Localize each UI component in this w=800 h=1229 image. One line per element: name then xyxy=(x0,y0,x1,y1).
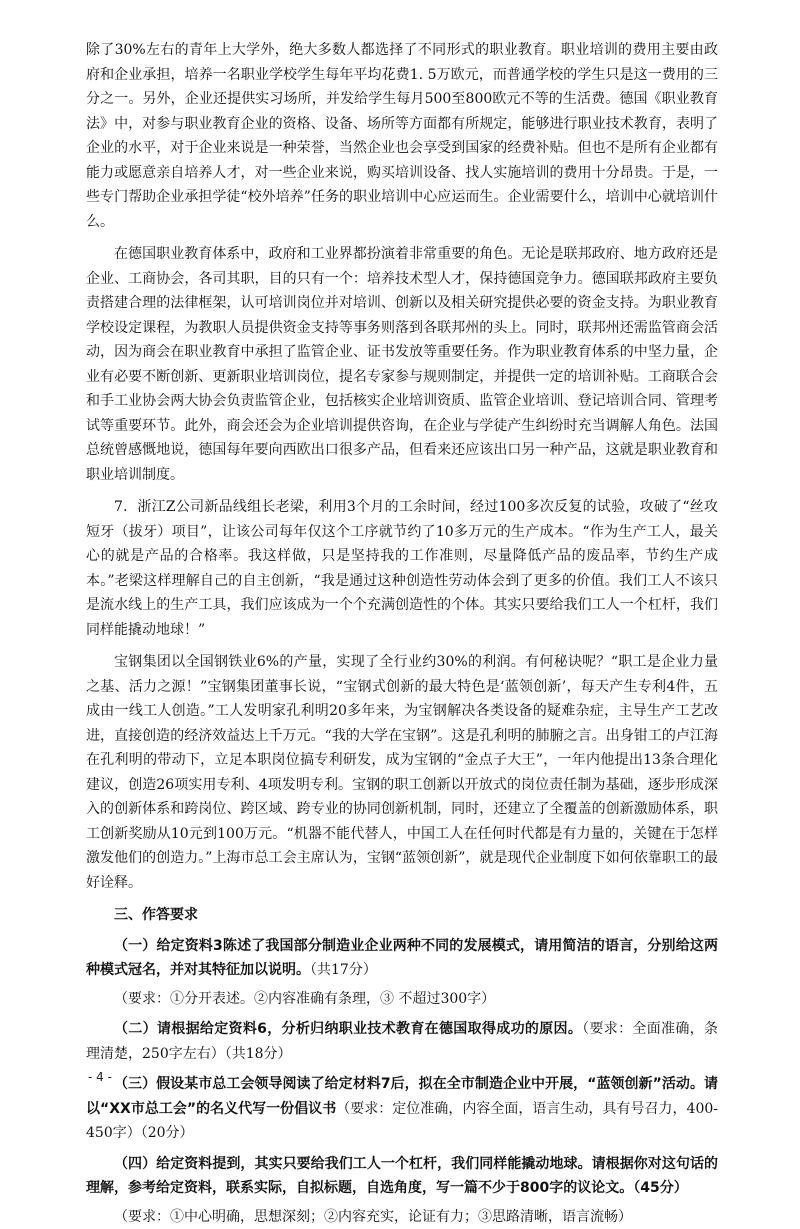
question-1-score: （共17分） xyxy=(310,962,377,978)
question-3 xyxy=(86,1072,718,1146)
paragraph-baosteel-innovation: 宝钢集团以全国钢铁业6%的产量，实现了全行业约30%的利润。有何秘诀呢？“职工是企业力量之基、活力之源！”宝钢集团董事长说，“宝钢式创新的最大特色是‘蓝领创新’，每天产生专利4件，五成由一线工人创造。”工人发明家孔利明20多年来，为宝钢解决各类设备的疑难杂症，主导生产工艺改进，直接创造的经济效益达上千万元。“我的大学在宝钢”。这是孔利明的肺腑之言。出身钳工的卢江海在孔利明的带动下，立足本职岗位搞专利研发，成为宝钢的“金点子大王”，一年内他提出13条合理化建议，创造26项实用专利、4项发明专利。宝钢的职工创新以开放式的岗位责任制为基础，逐步形成深入的创新体系和跨岗位、跨区域、跨专业的协同创新机制，同时，还建立了全覆盖的创新激励体系，职工创新奖励从10元到100万元。“机器不能代替人，中国工人在任何时代都是有力量的，关键在于怎样激发他们的创造力。”上海市总工会主席认为，宝钢“蓝领创新”，就是现代企业制度下如何依靠职工的最好诠释。 xyxy=(86,650,718,895)
question-4-requirements: （要求：①中心明确，思想深刻；②内容充实，论证有力；③思路清晰，语言流畅） xyxy=(86,1205,718,1229)
question-3-requirements: （要求：定位准确，内容全面，语言生动，具有号召力，400-450字）（20分） xyxy=(86,1101,718,1142)
question-1 xyxy=(86,934,718,983)
document-body xyxy=(86,38,718,1229)
section-heading: 三、作答要求 xyxy=(86,903,718,928)
page-number: - 4 - xyxy=(88,1070,112,1084)
paragraph-german-system-roles: 在德国职业教育体系中，政府和工业界都扮演着非常重要的角色。无论是联邦政府、地方政府还是企业、工商协会，各司其职，目的只有一个：培养技术型人才，保持德国竞争力。德国联邦政府主要负责搭建合理的法律框架，认可培训岗位并对培训、创新以及相关研究提供必要的资金支持。为职业教育学校设定课程，为教职人员提供资金支持等事务则落到各联邦州的头上。同时，联邦州还需监管商会活动，因为商会在职业教育中承担了监管企业、证书发放等重要任务。作为职业教育体系的中坚力量，企业有必要不断创新、更新职业培训岗位，提名专家参与规则制定，并提供一定的培训补贴。工商联合会和手工业协会两大协会负责监管企业，包括核实企业培训资质、监管企业培训、登记培训合同、管理考试等重要环节。此外，商会还会为企业培训提供咨询，在企业与学徒产生纠纷时充当调解人角色。法国总统曾感慨地说，德国每年要向西欧出口很多产品，但看来还应该出口另一种产品，这就是职业教育和职业培训制度。 xyxy=(86,242,718,487)
question-2-text: （二）请根据给定资料6，分析归纳职业技术教育在德国取得成功的原因。 xyxy=(114,1021,582,1037)
question-3-text: （三）假设某市总工会领导阅读了给定材料7后，拟在全市制造企业中开展，“蓝领创新”活动。请以“XX市总工会”的名义代写一份倡议书 xyxy=(86,1076,718,1117)
paragraph-material-7-laoliang: 7．浙江Z公司新品线组长老梁，利用3个月的工余时间，经过100多次反复的试验，攻破了“丝攻短牙（拔牙）项目”，让该公司每年仅这个工序就节约了10多万元的生产成本。“作为生产工人，最关心的就是产品的合格率。我这样做，只是坚持我的工作准则，尽量降低产品的废品率，节约生产成本。”老梁这样理解自己的自主创新，“我是通过这种创造性劳动体会到了更多的价值。我们工人不该只是流水线上的生产工具，我们应该成为一个个充满创造性的个体。其实只要给我们工人一个杠杆，我们同样能撬动地球！” xyxy=(86,495,718,642)
question-2 xyxy=(86,1017,718,1066)
question-4-text: （四）给定资料提到，其实只要给我们工人一个杠杆，我们同样能撬动地球。请根据你对这句话的理解，参考给定资料，联系实际，自拟标题，自选角度，写一篇不少于800字的议论文。（45分） xyxy=(86,1152,718,1201)
paragraph-vocational-education-costs: 除了30%左右的青年上大学外，绝大多数人都选择了不同形式的职业教育。职业培训的费用主要由政府和企业承担，培养一名职业学校学生每年平均花费1. 5万欧元，而普通学校的学生只是这一费用的三分之一。另外，企业还提供实习场所，并发给学生每月500至800欧元不等的生活费。德国《职业教育法》中，对参与职业教育企业的资格、设备、场所等方面都有所规定，能够进行职业技术教育，表明了企业的水平，对于企业来说是一种荣誉，当然企业也会享受到国家的经费补贴。但也不是所有企业都有能力或愿意亲自培养人才，对一些企业来说，购买培训设备、找人实施培训的费用十分昂贵。于是，一些专门帮助企业承担学徒“校外培养”任务的职业培训中心应运而生。企业需要什么，培训中心就培训什么。 xyxy=(86,38,718,234)
question-1-requirements: （要求：①分开表述。②内容准确有条理，③ 不超过300字） xyxy=(86,987,718,1012)
question-1-text: （一）给定资料3陈述了我国部分制造业企业两种不同的发展模式，请用简洁的语言，分别给这两种模式冠名，并对其特征加以说明。 xyxy=(86,938,718,979)
question-2-requirements: （要求：全面准确，条理清楚，250字左右）（共18分） xyxy=(86,1021,718,1062)
